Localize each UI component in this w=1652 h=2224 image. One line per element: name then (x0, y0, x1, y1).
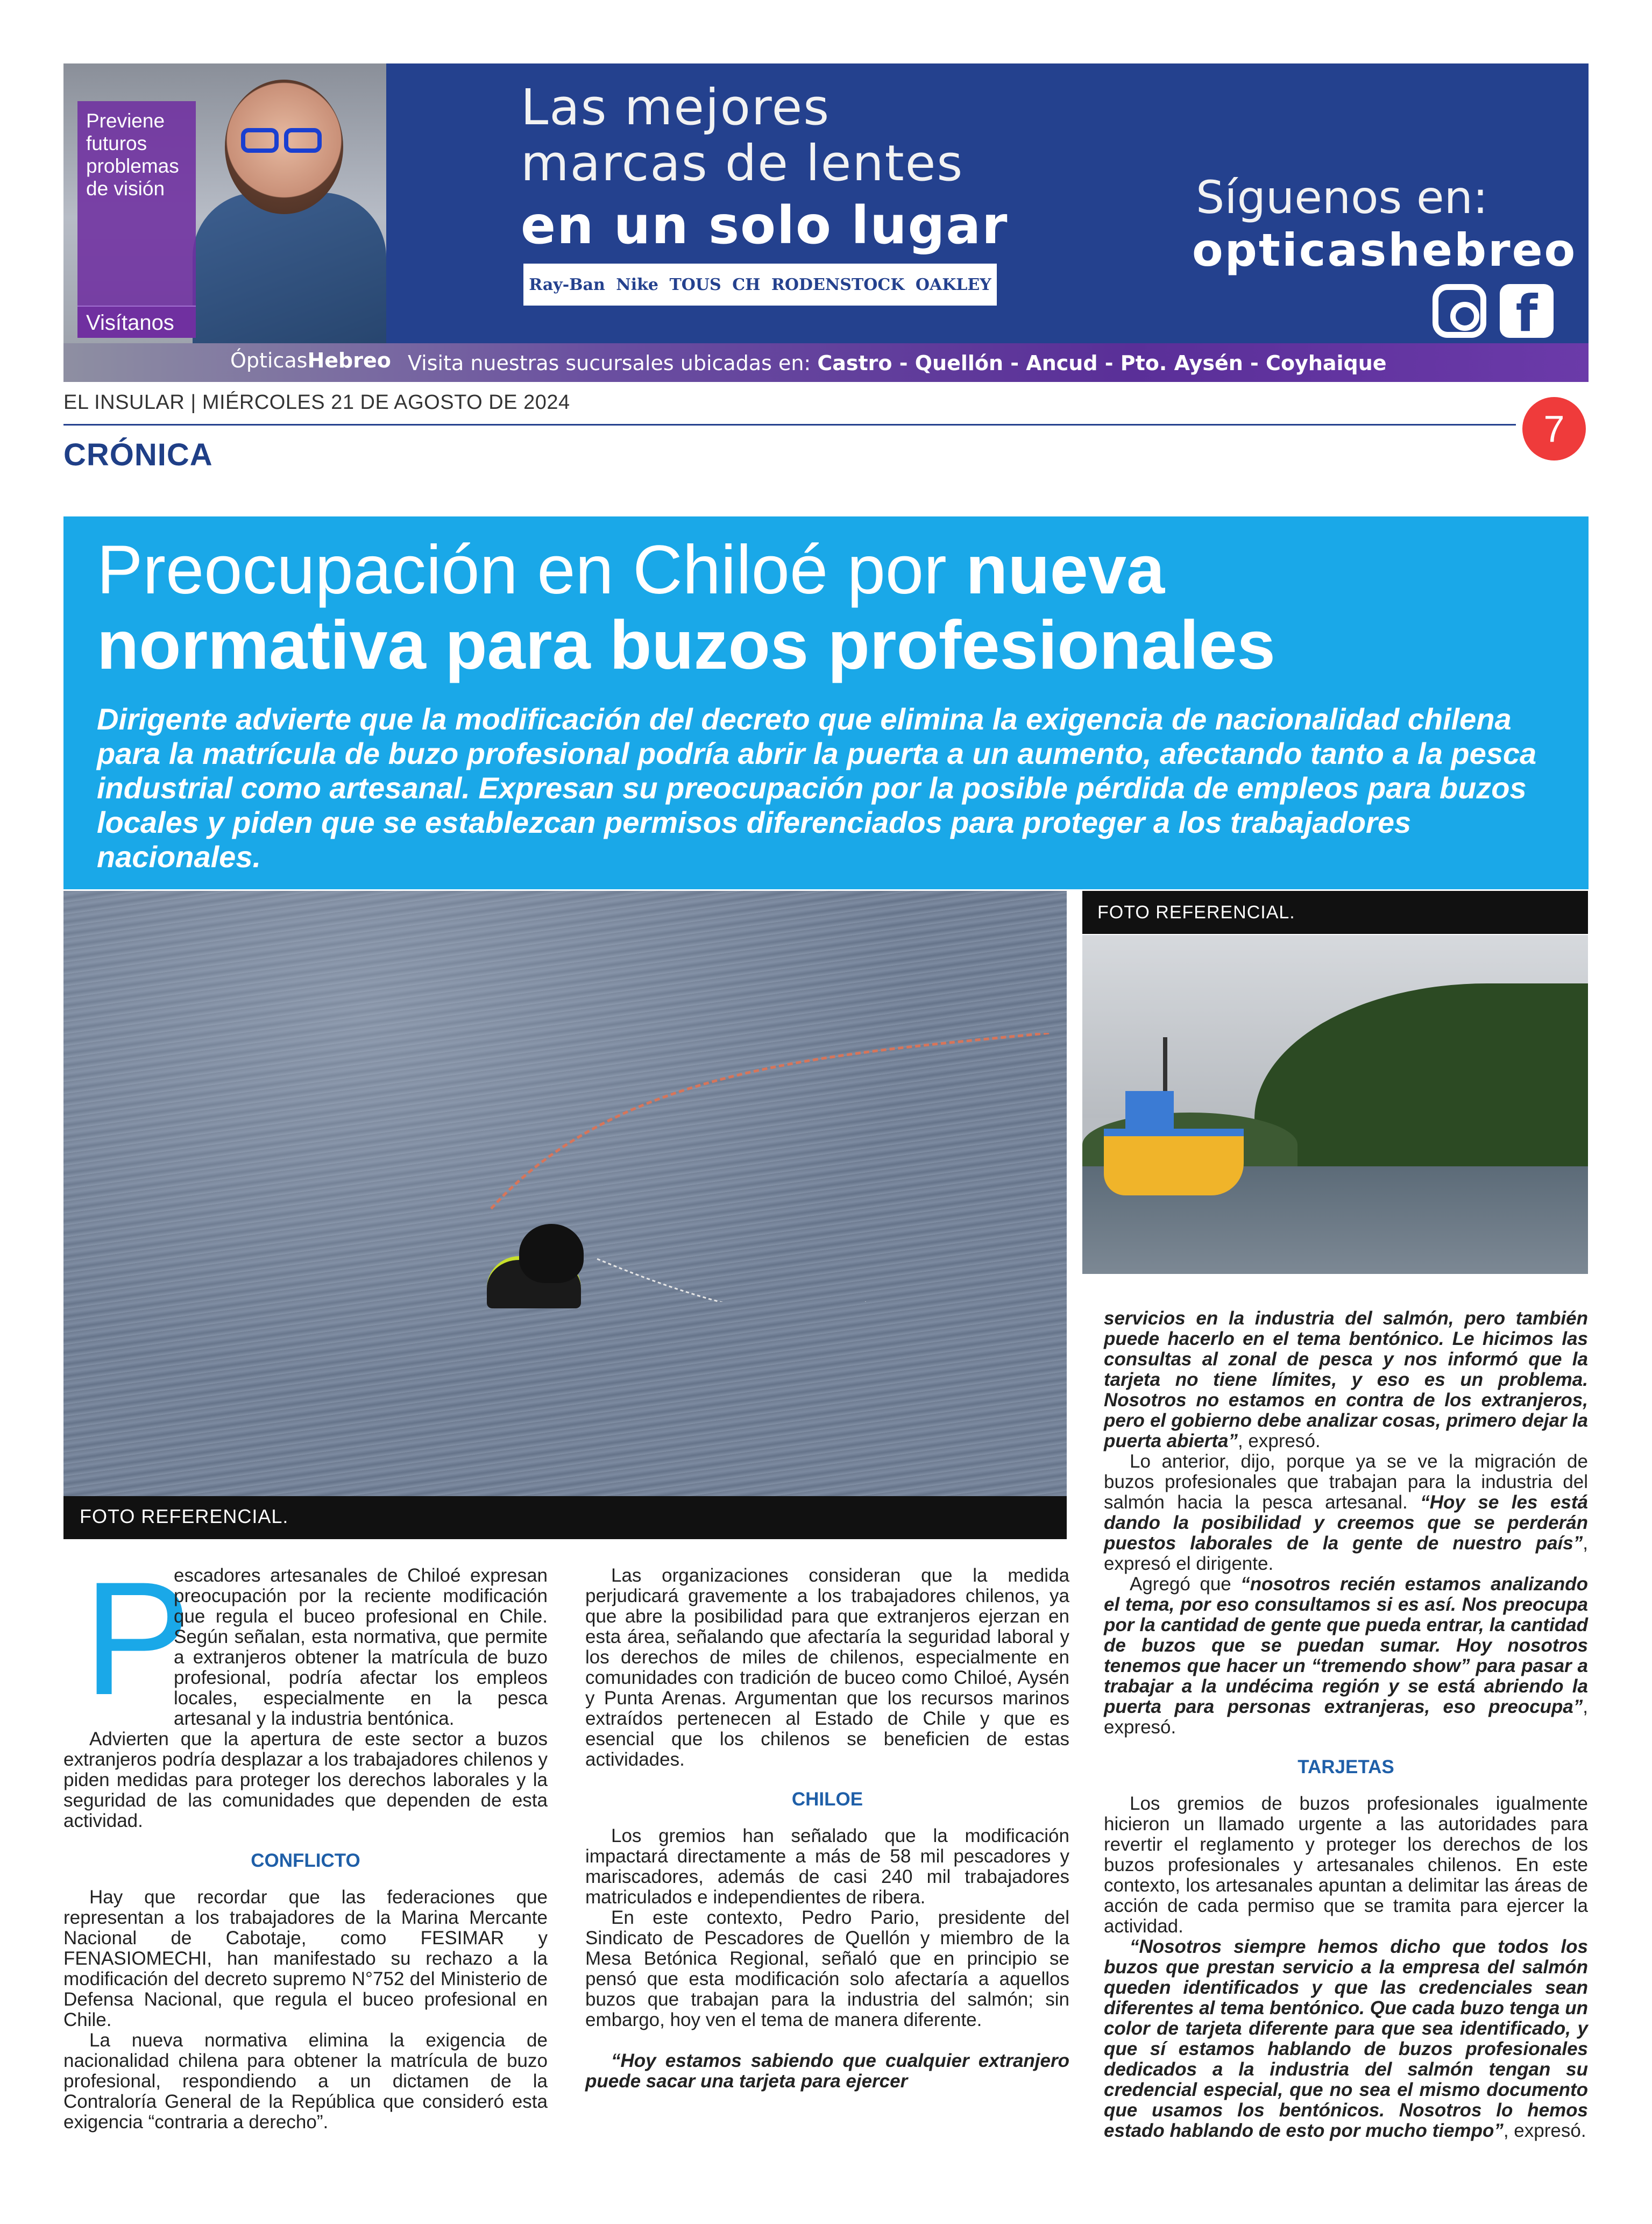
main-photo-caption: FOTO REFERENCIAL. (80, 1505, 289, 1527)
brand-logo: RODENSTOCK (771, 275, 905, 294)
article-title-line-2: normativa para buzos profesionales (97, 607, 1275, 684)
paragraph: escadores artesanales de Chiloé expresan preocupación por la reciente modificación que regula el buceo profesional en Chile. Según señalan, esta normativa, que permite a extranjeros obtener la matrícula de buzo profesional, podría afectar los empleos locales, especialmente en la pesca artesanal y la industria bentónica. (174, 1565, 548, 1729)
ad-visit-tag: Visítanos (77, 306, 196, 338)
paragraph: La nueva normativa elimina la exigencia de nacionalidad chilena para obtener la matrícula de buzo profesional, respondiendo a un dictamen de la Contraloría General de la República que consideró esta exigencia “contraria a derecho”. (63, 2030, 548, 2133)
paragraph-quote (1104, 1308, 1588, 1451)
ad-headline (521, 80, 963, 192)
article-column-1 (63, 1548, 548, 2133)
ad-branches-places: Castro - Quellón - Ancud - Pto. Aysén - Coyhaique (817, 351, 1387, 375)
attribution: , expresó. (1104, 1696, 1588, 1738)
paragraph (1104, 1574, 1588, 1738)
ad-store-logo-part: Hebreo (307, 349, 391, 372)
quote-text: “Nosotros siempre hemos dicho que todos los buzos que prestan servicio a la empresa del salmón queden identificados y que las credenciales sean diferentes al tema bentónico. Que cada buzo tenga un color de tarjeta diferente para que sea identificado, y que sí estamos hablando de buzos profesionales dedicados a la industria del salmón tengan su credencial especial, que no sea el mismo documento que usamos los bentónicos. Nosotros lo hemos estado hablando de esto por mucho tiempo” (1104, 1936, 1588, 2141)
dateline: EL INSULAR | MIÉRCOLES 21 DE AGOSTO DE 2024 (63, 391, 570, 414)
paragraph (1104, 1451, 1588, 1574)
boat-hull (1104, 1129, 1244, 1195)
ad-child-figure (193, 193, 386, 349)
ad-store-logo-part: Ópticas (230, 349, 308, 372)
ad-brand-strip (523, 264, 997, 306)
side-photo-caption: FOTO REFERENCIAL. (1097, 902, 1295, 923)
article-title-light: Preocupación en Chiloé por (97, 532, 947, 608)
ad-branches (408, 351, 1387, 375)
paragraph: En este contexto, Pedro Pario, presidente del Sindicato de Pescadores de Quellón y miembro de la Mesa Betónica Regional, señaló que en principio se pensó que esta modificación solo afectaría a aquellos buzos que trabajan para la industria del salmón; sin embargo, hoy ven el tema de manera diferente. (585, 1907, 1069, 2030)
subheading: CONFLICTO (251, 1850, 360, 1871)
glasses-icon (241, 128, 332, 155)
article-column-3 (1104, 1308, 1588, 2141)
side-photo-boat (1082, 935, 1588, 1274)
facebook-icon[interactable]: f (1500, 284, 1554, 338)
article-deck: Dirigente advierte que la modificación del decreto que elimina la exigencia de nacionalidad chilena para la matrícula de buzo profesional podría abrir la puerta a un aumento, afectando tanto a la pesca industrial como artesanal. Expresan su preocupación por la posible pérdida de empleos para buzos locales y piden que se establezcan permisos diferenciados para proteger a los trabajadores nacionales. (97, 702, 1537, 874)
ad-kid-line: futuros (86, 132, 147, 154)
quote-text: “nosotros recién estamos analizando el tema, por eso consultamos si es así. Nos preocupa por la cantidad de gente que pueda entrar, la cantidad de buzos que se puedan sumar. Hoy nosotros tenemos que hacer un “tremendo show” para pasar a trabajar a la undécima región y se está abriendo la puerta para personas extranjeras, eso preocupa” (1104, 1574, 1588, 1717)
attribution: , expresó. (1503, 2120, 1586, 2141)
paragraph: Hay que recordar que las federaciones que representan a los trabajadores de la Marina Mercante Nacional de Cabotaje, como FESIMAR y FENASIOMECHI, han manifestado su rechazo a la modificación del decreto supremo N°752 del Ministerio de Defensa Nacional, que regula el buceo profesional en Chile. (63, 1887, 548, 2030)
ad-store-logo (230, 349, 391, 372)
article-title-bold: nueva (966, 532, 1165, 608)
paragraph-text: Lo anterior, dijo, porque ya se ve la migración de buzos profesionales que trabajan para la industria del salmón hacia la pesca artesanal. (1104, 1451, 1588, 1513)
quote-text: “Hoy estamos sabiendo que cualquier extranjero puede sacar una tarjeta para ejercer (585, 2050, 1069, 2092)
section-label: CRÓNICA (63, 437, 213, 472)
instagram-icon[interactable] (1433, 284, 1486, 338)
brand-logo: OAKLEY (915, 275, 991, 294)
brand-logo: Ray-Ban (529, 275, 605, 294)
paragraph: Las organizaciones consideran que la medida perjudicará gravemente a los trabajadores chilenos, ya que abre la posibilidad para que extranjeros ejerzan en esta área, señalando que afectaría la seguridad laboral y los derechos de miles de chilenos, especialmente en comunidades con tradición de buceo como Chiloé, Aysén y Punta Arenas. Argumentan que los recursos marinos extraídos pertenecen al Estado de Chile y que es esencial que los chilenos se beneficien de estas actividades. (585, 1565, 1069, 1770)
paragraph-quote (1104, 1937, 1588, 2141)
brand-logo: Nike (616, 275, 658, 294)
ad-kid-line: problemas (86, 155, 179, 177)
subheading: CHILOE (791, 1789, 863, 1810)
attribution: , expresó el dirigente. (1104, 1533, 1588, 1574)
page-number-badge: 7 (1522, 397, 1586, 461)
paragraph: Advierten que la apertura de este sector a buzos extranjeros podría desplazar a los trabajadores chilenos y piden medidas para proteger los derechos laborales y la seguridad de las comunidades que dependen de esta actividad. (63, 1729, 548, 1831)
article-title-line-1 (97, 533, 1165, 608)
paragraph: Los gremios han señalado que la modificación impactará directamente a más de 58 mil pescadores y mariscadores, además de casi 240 mil trabajadores matriculados e independientes de ribera. (585, 1825, 1069, 1908)
ad-kid-line: Previene (86, 110, 165, 132)
ad-headline-line-2: marcas de lentes (521, 134, 964, 192)
drop-cap: P (83, 1548, 192, 1729)
ad-social-handle[interactable]: opticashebreo (1192, 224, 1577, 277)
brand-logo: CH (732, 275, 761, 294)
subheading: TARJETAS (1298, 1756, 1394, 1777)
paragraph-quote (585, 2051, 1069, 2092)
ad-kid-callout (77, 101, 196, 316)
ad-headline-line-1: Las mejores (521, 79, 831, 136)
boat-cabin (1125, 1091, 1174, 1134)
brand-logo: TOUS (669, 275, 721, 294)
header-rule (63, 424, 1516, 426)
paragraph: Los gremios de buzos profesionales igualmente hicieron un llamado urgente a las autoridades para revertir el reglamento y proteger los derechos de los buzos profesionales y artesanales chilenos. En este contexto, los artesanales apuntan a delimitar las áreas de acción de cada permiso que se tramita para ejercer la actividad. (1104, 1793, 1588, 1937)
quote-text: servicios en la industria del salmón, pero también puede hacerlo en el tema bentónico. Le hicimos las consultas al zonal de pesca y nos informó que la tarjeta no tiene límites, y eso es un problema. Nosotros no estamos en contra de los extranjeros, pero el gobierno debe analizar cosas, primero dejar la puerta abierta” (1104, 1308, 1588, 1451)
attribution: , expresó. (1237, 1430, 1321, 1451)
paragraph-text: Agregó que (1130, 1574, 1231, 1595)
ad-branches-prefix: Visita nuestras sucursales ubicadas en: (408, 351, 811, 375)
ad-kid-line: de visión (86, 178, 165, 200)
ad-headline-line-3: en un solo lugar (521, 195, 1009, 256)
diver-head (519, 1224, 584, 1283)
article-column-2 (585, 1566, 1069, 2092)
ad-follow-label: Síguenos en: (1196, 171, 1488, 224)
advertisement-banner[interactable] (63, 63, 1589, 382)
quote-text: “Hoy se les está dando la posibilidad y creemos que se perderán puestos laborales de la gente de nuestro país” (1104, 1492, 1588, 1554)
